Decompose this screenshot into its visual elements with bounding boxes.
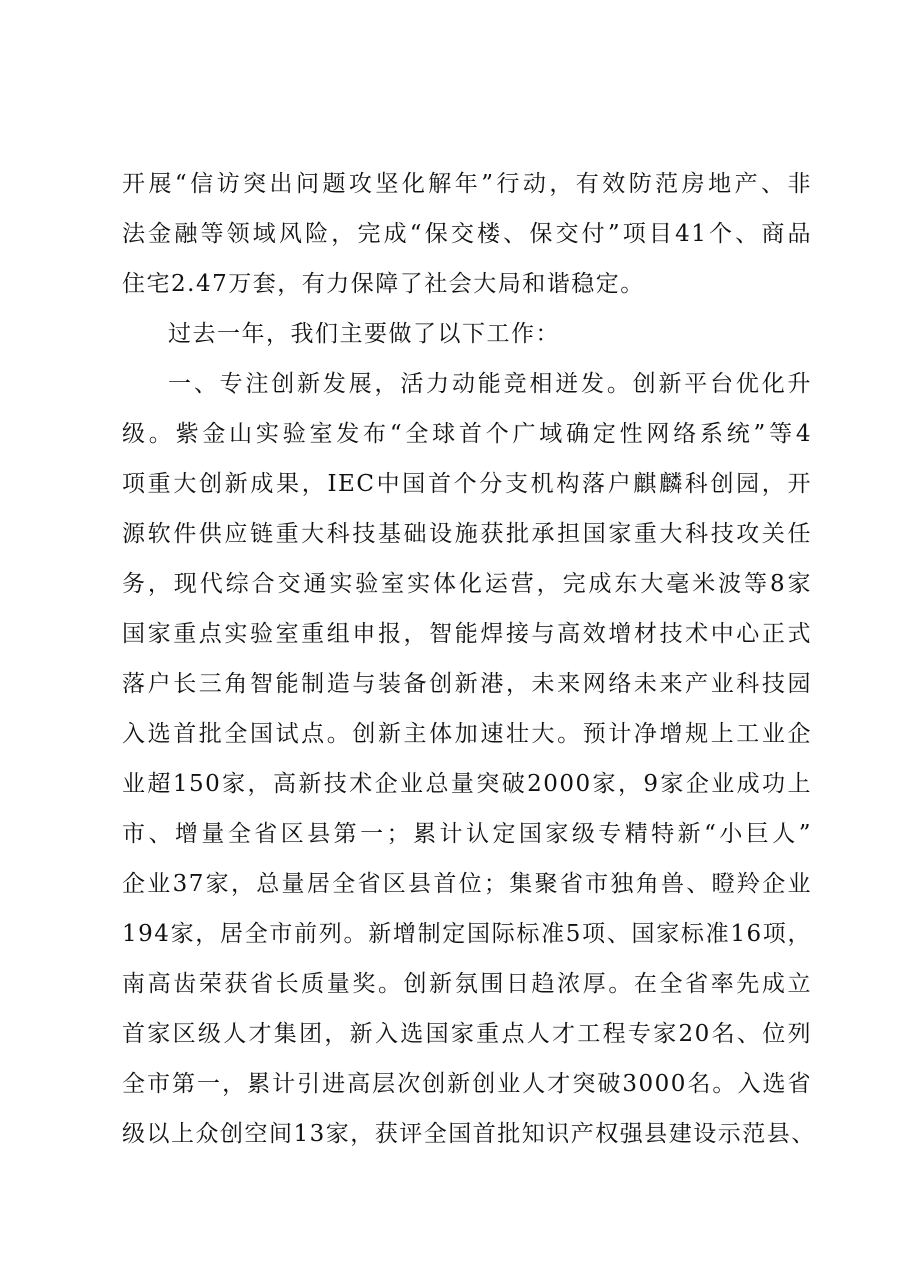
text-line: 住宅2.47万套，有力保障了社会大局和谐稳定。: [122, 271, 645, 297]
text-line: 业超150家，高新技术企业总量突破2000家，9家企业成功上: [122, 771, 812, 797]
text-line: 开展“信访突出问题攻坚化解年”行动，有效防范房地产、非: [122, 171, 812, 197]
text-line: 国家重点实验室重组申报，智能焊接与高效增材技术中心正式: [122, 621, 812, 647]
intro-line: 过去一年，我们主要做了以下工作：: [168, 321, 560, 347]
text-line: 项重大创新成果，IEC中国首个分支机构落户麒麟科创园，开: [122, 471, 812, 497]
text-line: 级。紫金山实验室发布“全球首个广域确定性网络系统”等4: [122, 421, 812, 447]
text-line: 源软件供应链重大科技基础设施获批承担国家重大科技攻关任: [122, 521, 812, 547]
text-line: 企业37家，总量居全省区县首位；集聚省市独角兽、瞪羚企业: [122, 871, 812, 897]
text-line: 级以上众创空间13家，获评全国首批知识产权强县建设示范县、: [122, 1121, 816, 1147]
text-line: 务，现代综合交通实验室实体化运营，完成东大毫米波等8家: [122, 571, 812, 597]
text-line: 落户长三角智能制造与装备创新港，未来网络未来产业科技园: [122, 671, 812, 697]
text-line: 南高齿荣获省长质量奖。创新氛围日趋浓厚。在全省率先成立: [122, 971, 812, 997]
text-line: 入选首批全国试点。创新主体加速壮大。预计净增规上工业企: [122, 721, 812, 747]
text-line: 法金融等领域风险，完成“保交楼、保交付”项目41个、商品: [122, 221, 812, 247]
section-heading-line: 一、专注创新发展，活力动能竞相迸发。创新平台优化升: [168, 371, 812, 397]
text-line: 市、增量全省区县第一；累计认定国家级专精特新“小巨人”: [122, 821, 812, 847]
text-line: 全市第一，累计引进高层次创新创业人才突破3000名。入选省: [122, 1071, 812, 1097]
text-line: 首家区级人才集团，新入选国家重点人才工程专家20名、位列: [122, 1021, 812, 1047]
document-body: [122, 159, 816, 1159]
text-line: 194家，居全市前列。新增制定国际标准5项、国家标准16项，: [122, 921, 812, 947]
